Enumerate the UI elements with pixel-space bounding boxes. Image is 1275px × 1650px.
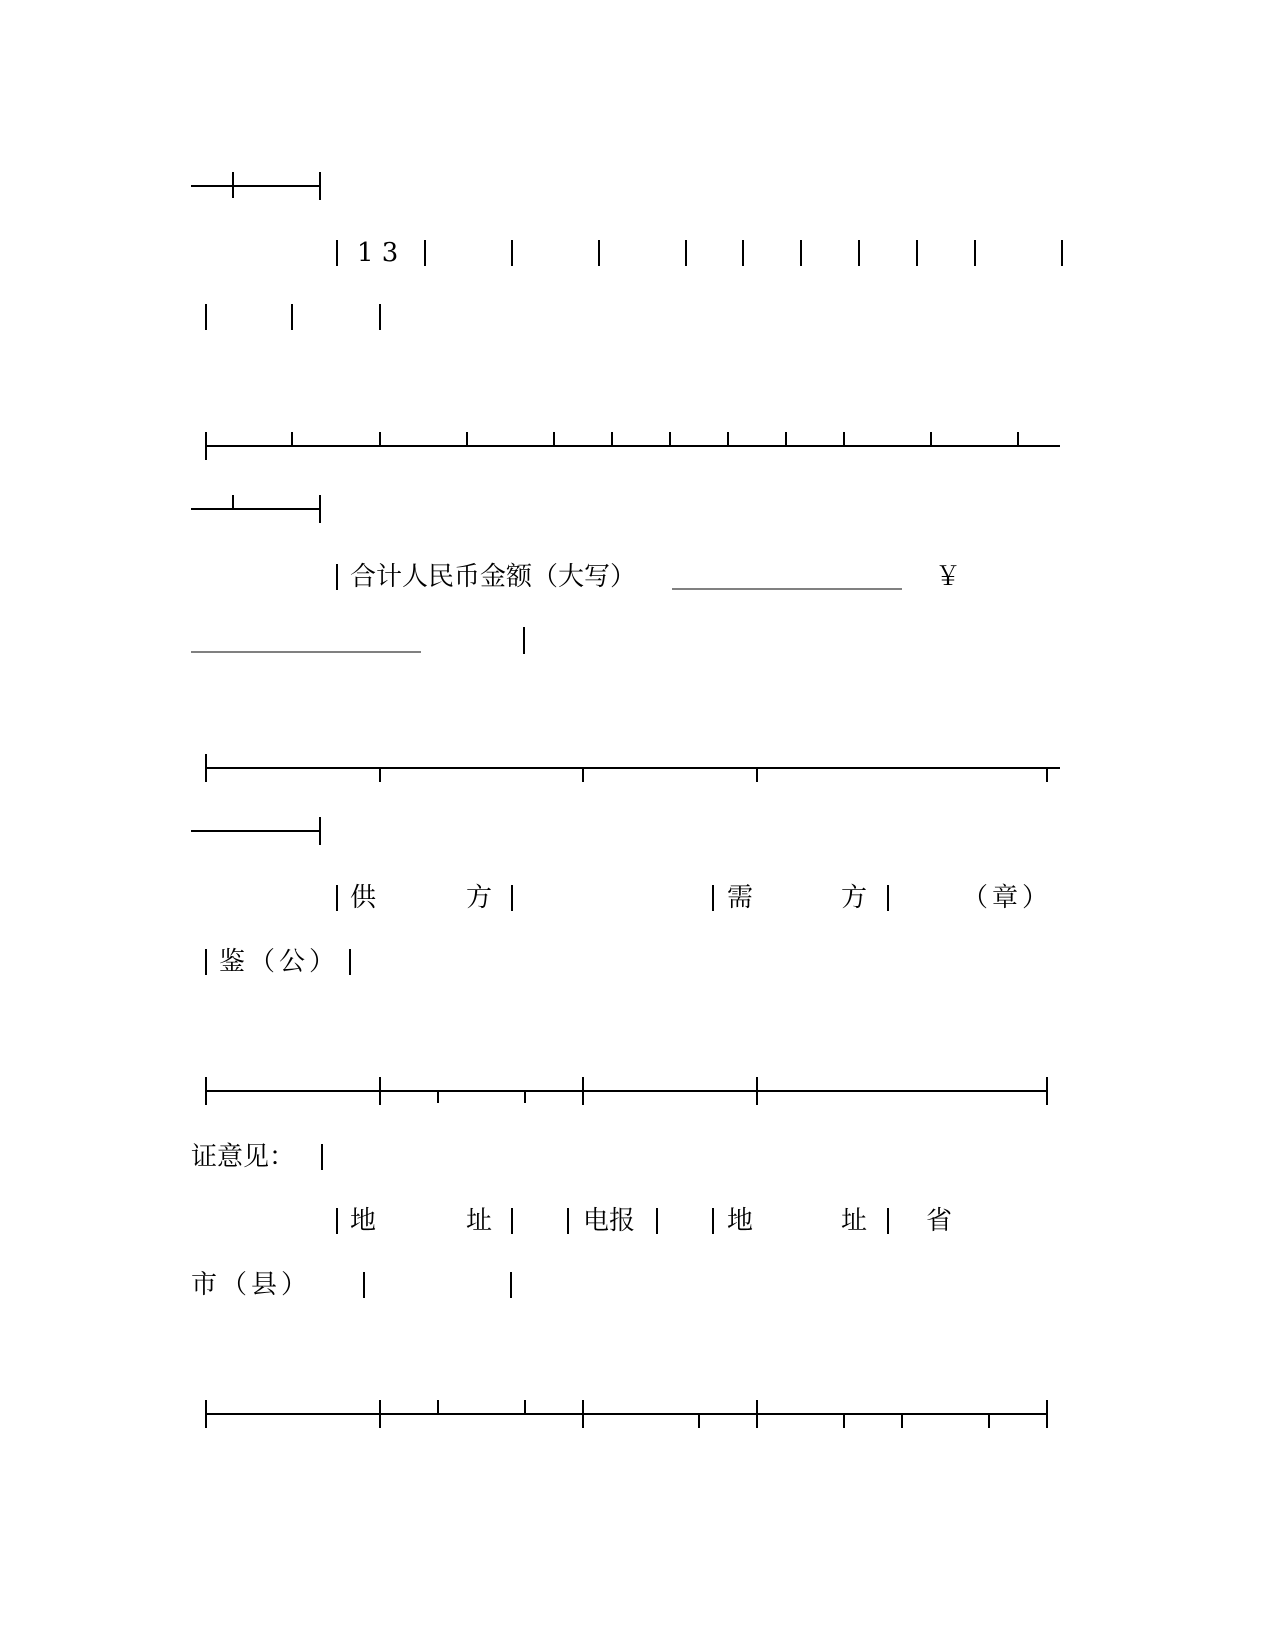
buyer-label-suffix: 方 [841, 883, 868, 913]
buyer-address-label: 地 [727, 1206, 754, 1236]
total-amount-label: 合计人民币金额（大写） [350, 562, 637, 592]
notary-opinion-label: 证意见： [191, 1142, 296, 1172]
amount-blanks [191, 589, 902, 652]
supplier-address-label-suffix: 址 [466, 1206, 493, 1236]
row-13-separators [206, 240, 1062, 330]
yuan-symbol: ￥ [935, 562, 962, 592]
row-13-number: 1 3 [357, 238, 399, 268]
province-label: 省 [926, 1206, 953, 1236]
city-county-label: 市（县） [191, 1270, 312, 1300]
table-rule-fragment-3 [191, 817, 320, 845]
buyer-label: 需 [727, 883, 754, 913]
supplier-label: 供 [350, 883, 377, 913]
table-rule-2 [206, 754, 1060, 782]
telegram-label: 电报 [583, 1206, 636, 1236]
supplier-address-label: 地 [350, 1206, 377, 1236]
table-rule-3 [206, 1077, 1047, 1105]
supplier-label-suffix: 方 [466, 883, 493, 913]
table-rule-fragment-2 [191, 495, 320, 523]
table-rule-1 [206, 432, 1060, 460]
notary-label: 鉴（公） [219, 947, 340, 977]
seal-label: （章） [962, 883, 1053, 913]
table-rule-4 [206, 1400, 1047, 1428]
table-rule-fragment-1 [191, 172, 320, 200]
buyer-address-label-suffix: 址 [841, 1206, 868, 1236]
